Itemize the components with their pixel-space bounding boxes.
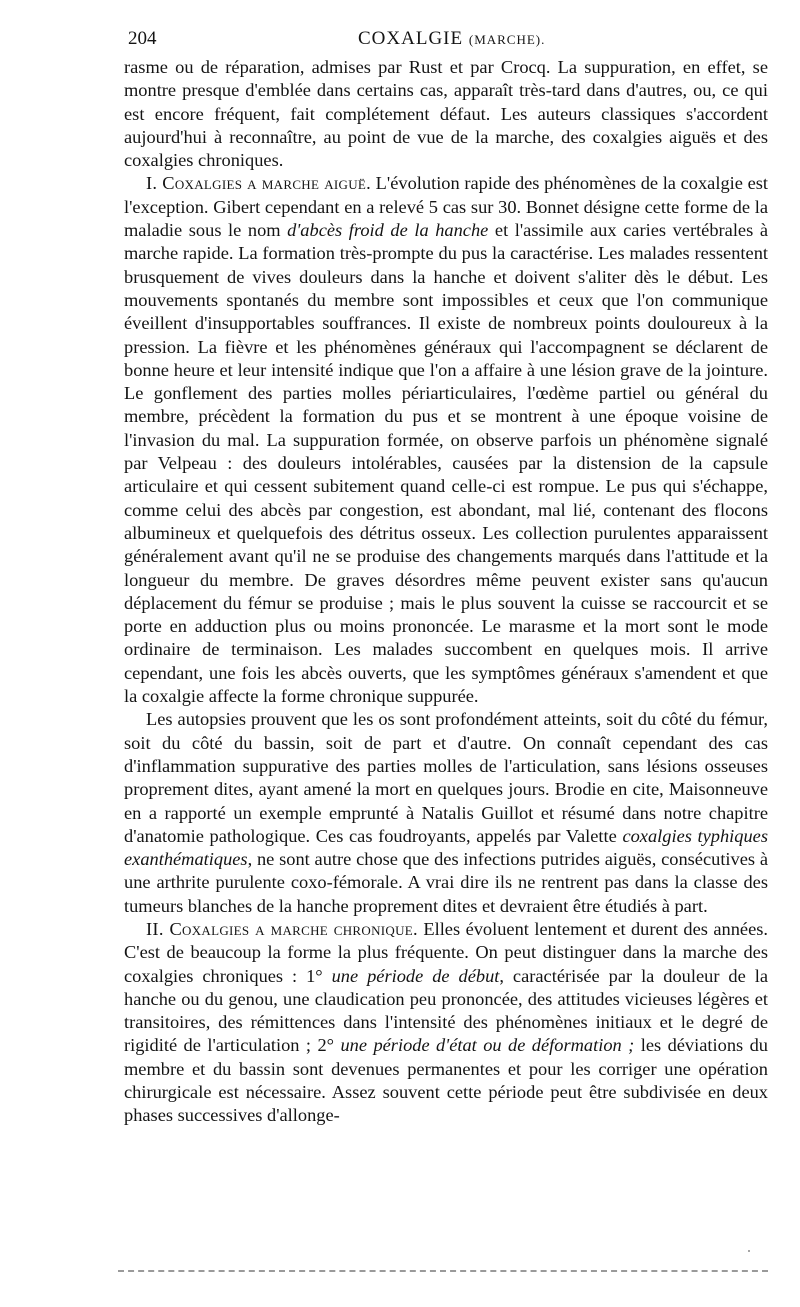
scan-speck [748,1250,750,1252]
paragraph-text: les déviations du membre et du bassin sont devenues permanentes et pour les corriger une opération chirurgicale est nécessaire. Assez souvent cette période peut être subdivisée en deux phases successives d'allonge- [124,1035,768,1126]
paragraph-text: , caractérisée par la douleur de la hanche ou du genou, une claudication peu prononcée, des attitudes vicieuses légères et transitoires, des rémittences dans l'intensité des phénomènes initiaux et le degré de rigidité de l'articulation ; 2° [124,965,768,1056]
paragraph-text: , ne sont autre chose que des infections putrides aiguës, consécutives à une arthrite purulente coxo-fémorale. A vrai dire ils ne rentrent pas dans la classe des tumeurs blanches de la hanche proprement dites et devraient être étudiés à part. [124,849,768,916]
paragraph-autopsies [124,708,768,918]
italic-term: une période de début [331,965,500,986]
running-head [124,22,768,56]
page-bottom-rule [118,1270,768,1272]
paragraph-text: et l'assimile aux caries vertébrales à marche rapide. La formation très-prompte du pus la caractérise. Les malades ressentent brusquement de vives douleurs dans la hanche et doivent s'aliter dès le début. Les mouvements spontanés du membre sont impossibles et ceux que l'on communique éveillent d'insupportables souffrances. Il existe de nombreux points douloureux à la pression. La fièvre et les phénomènes généraux qui l'accompagnent se déclarent de bonne heure et leur intensité indique que l'on a affaire à une lésion grave de la jointure. Le gonflement des parties molles périarticulaires, l'œdème partiel ou général du membre, précèdent la formation du pus et se montrent à une époque voisine de l'invasion du mal. La suppuration formée, on observe parfois un phénomène signalé par Velpeau : des douleurs intolérables, causées par la distension de la capsule articulaire et qui cessent subitement quand celle-ci est rompue. Le pus qui s'échappe, comme celui des abcès par congestion, est abondant, mal lié, contenant des flocons albumineux et quelquefois des détritus osseux. Les collection purulentes apparaissent généralement avant qu'il ne se produise des changements marqués dans l'attitude et la longueur du membre. De graves désordres même peuvent exister sans qu'aucun déplacement du fémur se produise ; mais le plus souvent la cuisse se raccourcit et se porte en adduction plus ou moins prononcée. Le marasme et la mort sont le mode ordinaire de terminaison. Les malades succombent en quelques mois. Il arrive cependant, une fois les abcès ouverts, que les symptômes généraux s'amendent et que la coxalgie affecte la forme chronique suppurée. [124,220,768,707]
running-title-main: COXALGIE [358,28,464,49]
book-page [124,22,768,1128]
paragraph-text: L'évolution rapide des phénomènes de la coxalgie est l'exception. Gibert cependant en a relevé 5 cas sur 30. Bonnet désigne cette forme de la maladie sous le nom [124,173,768,241]
paragraph-text: Elles évoluent lentement et durent des années. C'est de beaucoup la forme la plus fréquente. On peut distinguer dans la marche des coxalgies chroniques : 1° [124,918,768,986]
running-title-sub: (MARCHE). [468,32,546,47]
running-title [358,22,545,57]
body-text [124,56,768,1128]
paragraph-continuation: rasme ou de réparation, admises par Rust et par Crocq. La suppuration, en effet, se montre presque d'emblée dans certains cas, apparaît très-tard dans d'autres, ou, ce qui est encore fréquent, fait complétement défaut. Les auteurs classiques s'accordent aujourd'hui à reconnaître, au point de vue de la marche, des coxalgies aiguës et des coxalgies chroniques. [124,57,768,171]
page-number: 204 [128,28,157,49]
paragraph-acute-coxalgia [124,172,768,708]
italic-term: coxalgies typhiques exanthématiques [124,825,768,870]
paragraph-text: Les autopsies prouvent que les os sont profondément atteints, soit du côté du fémur, soit du côté du bassin, soit de part et d'autre. On connaît cependant des cas d'inflammation suppurative des parties molles de l'articulation, sans lésions osseuses proprement dites, ayant amené la mort en quelques jours. Brodie en cite, Maisonneuve en a rapporté un exemple emprunté à Natalis Guillot et résumé dans notre chapitre d'anatomie pathologique. Ces cas foudroyants, appelés par Valette [124,709,768,846]
section-heading-chronic: II. Coxalgies a marche chronique. [146,918,418,939]
italic-term: une période d'état ou de déformation ; [340,1035,635,1056]
section-heading-acute: I. Coxalgies a marche aiguë. [146,173,372,194]
italic-term: d'abcès froid de la hanche [287,220,489,241]
paragraph-chronic-coxalgia [124,918,768,1128]
